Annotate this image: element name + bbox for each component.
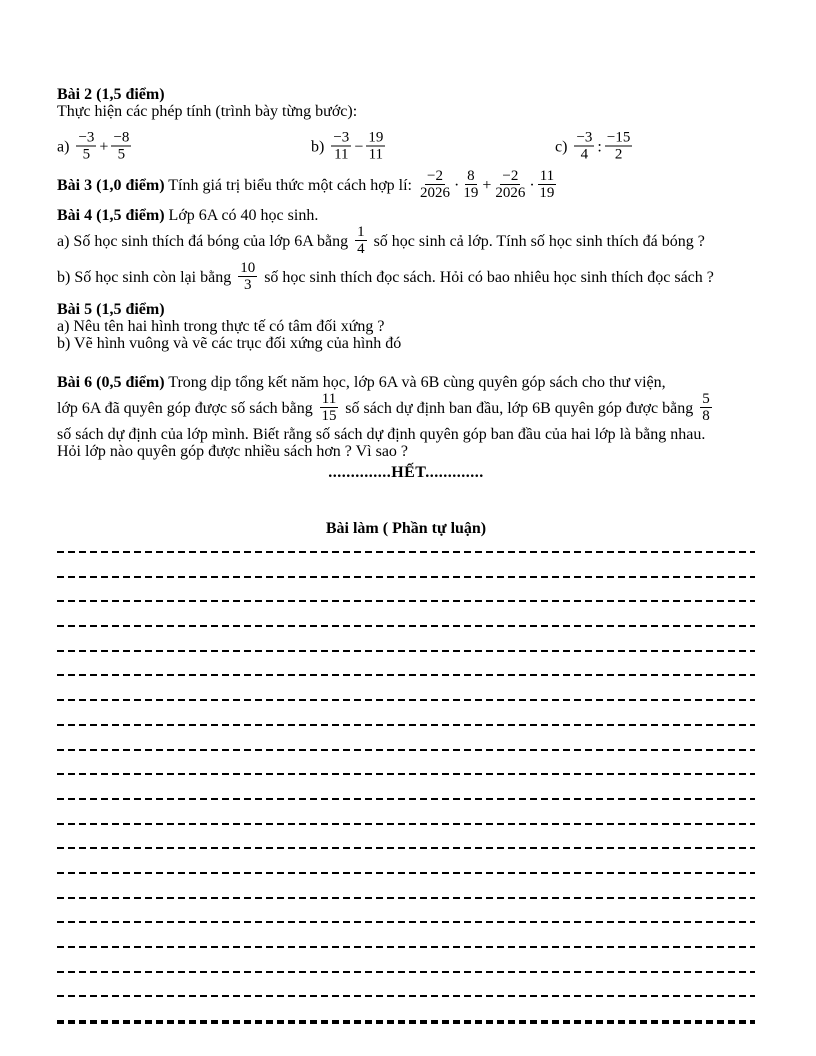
answer-lines <box>57 551 755 1024</box>
text-run: b) <box>311 138 329 156</box>
answer-line <box>57 773 755 775</box>
bai6-line1 <box>57 374 755 391</box>
bai3-line <box>57 170 755 203</box>
text-run: a) <box>57 138 74 156</box>
fraction-numerator: −2 <box>502 168 519 184</box>
bold-text-run: Bài 4 (1,5 điểm) <box>57 207 165 224</box>
fraction-denominator: 5 <box>82 146 91 163</box>
text-run: − <box>354 138 364 156</box>
text-run: số học sinh cả lớp. Tính số học sinh thích đá bóng ? <box>369 233 705 251</box>
bai2-part-b <box>311 129 388 165</box>
fraction <box>366 130 385 163</box>
answer-line <box>57 897 755 899</box>
text-run: số sách dự định ban đầu, lớp 6B quyên góp được bằng <box>341 400 698 418</box>
fraction-denominator: 8 <box>702 408 710 424</box>
fraction <box>494 168 526 201</box>
fraction-numerator: 1 <box>357 224 365 240</box>
fraction-denominator: 5 <box>117 146 126 163</box>
text-run: · <box>529 177 535 195</box>
fraction-denominator: 3 <box>243 277 252 293</box>
bai4-part-a <box>57 226 755 259</box>
answer-line <box>57 551 755 553</box>
answer-line <box>57 1020 755 1024</box>
text-run: c) <box>555 138 572 156</box>
text-run: + <box>482 177 492 195</box>
text-run: a) Số học sinh thích đá bóng của lớp 6A bằng <box>57 233 353 251</box>
bai6-line2 <box>57 393 755 426</box>
fraction-denominator: 19 <box>463 185 479 201</box>
fraction <box>574 130 594 163</box>
fraction <box>111 130 131 163</box>
fraction-numerator: −8 <box>113 129 130 146</box>
fraction-numerator: −15 <box>606 129 631 146</box>
bold-text-run: Bài 3 (1,0 điểm) <box>57 177 165 195</box>
text-run: · <box>454 177 460 195</box>
fraction-numerator: 5 <box>702 391 710 407</box>
fraction-denominator: 15 <box>321 408 337 424</box>
fraction-denominator: 11 <box>334 146 349 163</box>
text-run: Lớp 6A có 40 học sinh. <box>164 207 319 224</box>
fraction <box>238 260 257 293</box>
bai2-part-a <box>57 129 134 165</box>
fraction-denominator: 2026 <box>420 185 450 201</box>
fraction-denominator: 19 <box>539 185 555 201</box>
text-run: Tính giá trị biểu thức một cách hợp lí: <box>164 177 416 195</box>
fraction <box>605 130 632 163</box>
bai6-line3: số sách dự định của lớp mình. Biết rằng số sách dự định quyên góp ban đầu của hai lớp là bằng nhau. <box>57 426 706 443</box>
answer-line <box>57 946 755 948</box>
bai2-parts-row <box>57 128 755 168</box>
het-divider: ..............HẾT............. <box>328 464 484 481</box>
bai4-heading <box>57 207 755 224</box>
fraction-numerator: −3 <box>333 129 350 146</box>
fraction <box>700 391 712 424</box>
fraction <box>320 391 338 424</box>
fraction <box>538 168 556 201</box>
fraction-denominator: 4 <box>580 146 589 163</box>
fraction-numerator: 11 <box>539 168 555 184</box>
answer-line <box>57 749 755 751</box>
fraction <box>76 130 96 163</box>
bai6-line4: Hỏi lớp nào quyên góp được nhiều sách hơn ? Vì sao ? <box>57 443 409 460</box>
fraction-denominator: 2 <box>614 146 623 163</box>
bailam-heading: Bài làm ( Phần tự luận) <box>325 520 487 537</box>
fraction-denominator: 11 <box>368 146 384 163</box>
bai4-part-b <box>57 262 755 295</box>
answer-line <box>57 650 755 652</box>
fraction-denominator: 4 <box>357 241 365 257</box>
answer-line <box>57 576 755 578</box>
bold-text-run: Bài 6 (0,5 điểm) <box>57 374 165 391</box>
fraction-numerator: −3 <box>78 129 95 146</box>
fraction-numerator: 10 <box>240 260 256 276</box>
fraction <box>355 224 367 257</box>
fraction-numerator: −2 <box>427 168 443 184</box>
answer-line <box>57 921 755 923</box>
answer-line <box>57 995 755 997</box>
fraction <box>462 168 479 201</box>
fraction <box>419 168 451 201</box>
text-run: + <box>99 138 109 156</box>
text-run: : <box>597 138 602 156</box>
answer-line <box>57 674 755 676</box>
text-run: Trong dịp tổng kết năm học, lớp 6A và 6B cùng quyên góp sách cho thư viện, <box>164 374 666 391</box>
bai2-heading: Bài 2 (1,5 điểm) <box>57 86 165 103</box>
fraction-denominator: 2026 <box>495 185 526 201</box>
text-run: số học sinh thích đọc sách. Hỏi có bao nhiêu học sinh thích đọc sách ? <box>260 269 714 287</box>
answer-line <box>57 872 755 874</box>
fraction <box>331 130 351 163</box>
fraction-numerator: −3 <box>576 129 593 146</box>
text-run: b) Số học sinh còn lại bằng <box>57 269 236 287</box>
bai2-part-c <box>555 129 635 165</box>
answer-line <box>57 625 755 627</box>
text-run: lớp 6A đã quyên góp được số sách bằng <box>57 400 317 418</box>
fraction-numerator: 11 <box>321 391 337 407</box>
answer-line <box>57 798 755 800</box>
answer-line <box>57 847 755 849</box>
bai2-intro: Thực hiện các phép tính (trình bày từng bước): <box>57 103 358 120</box>
bai5-part-a: a) Nêu tên hai hình trong thực tế có tâm đối xứng ? <box>57 318 385 335</box>
answer-line <box>57 600 755 602</box>
bai5-part-b: b) Vẽ hình vuông và vẽ các trục đối xứng của hình đó <box>57 335 402 352</box>
answer-line <box>57 699 755 701</box>
answer-line <box>57 971 755 973</box>
fraction-numerator: 8 <box>467 168 475 184</box>
answer-line <box>57 724 755 726</box>
answer-line <box>57 823 755 825</box>
bai5-heading: Bài 5 (1,5 điểm) <box>57 301 165 318</box>
fraction-numerator: 19 <box>368 129 384 146</box>
